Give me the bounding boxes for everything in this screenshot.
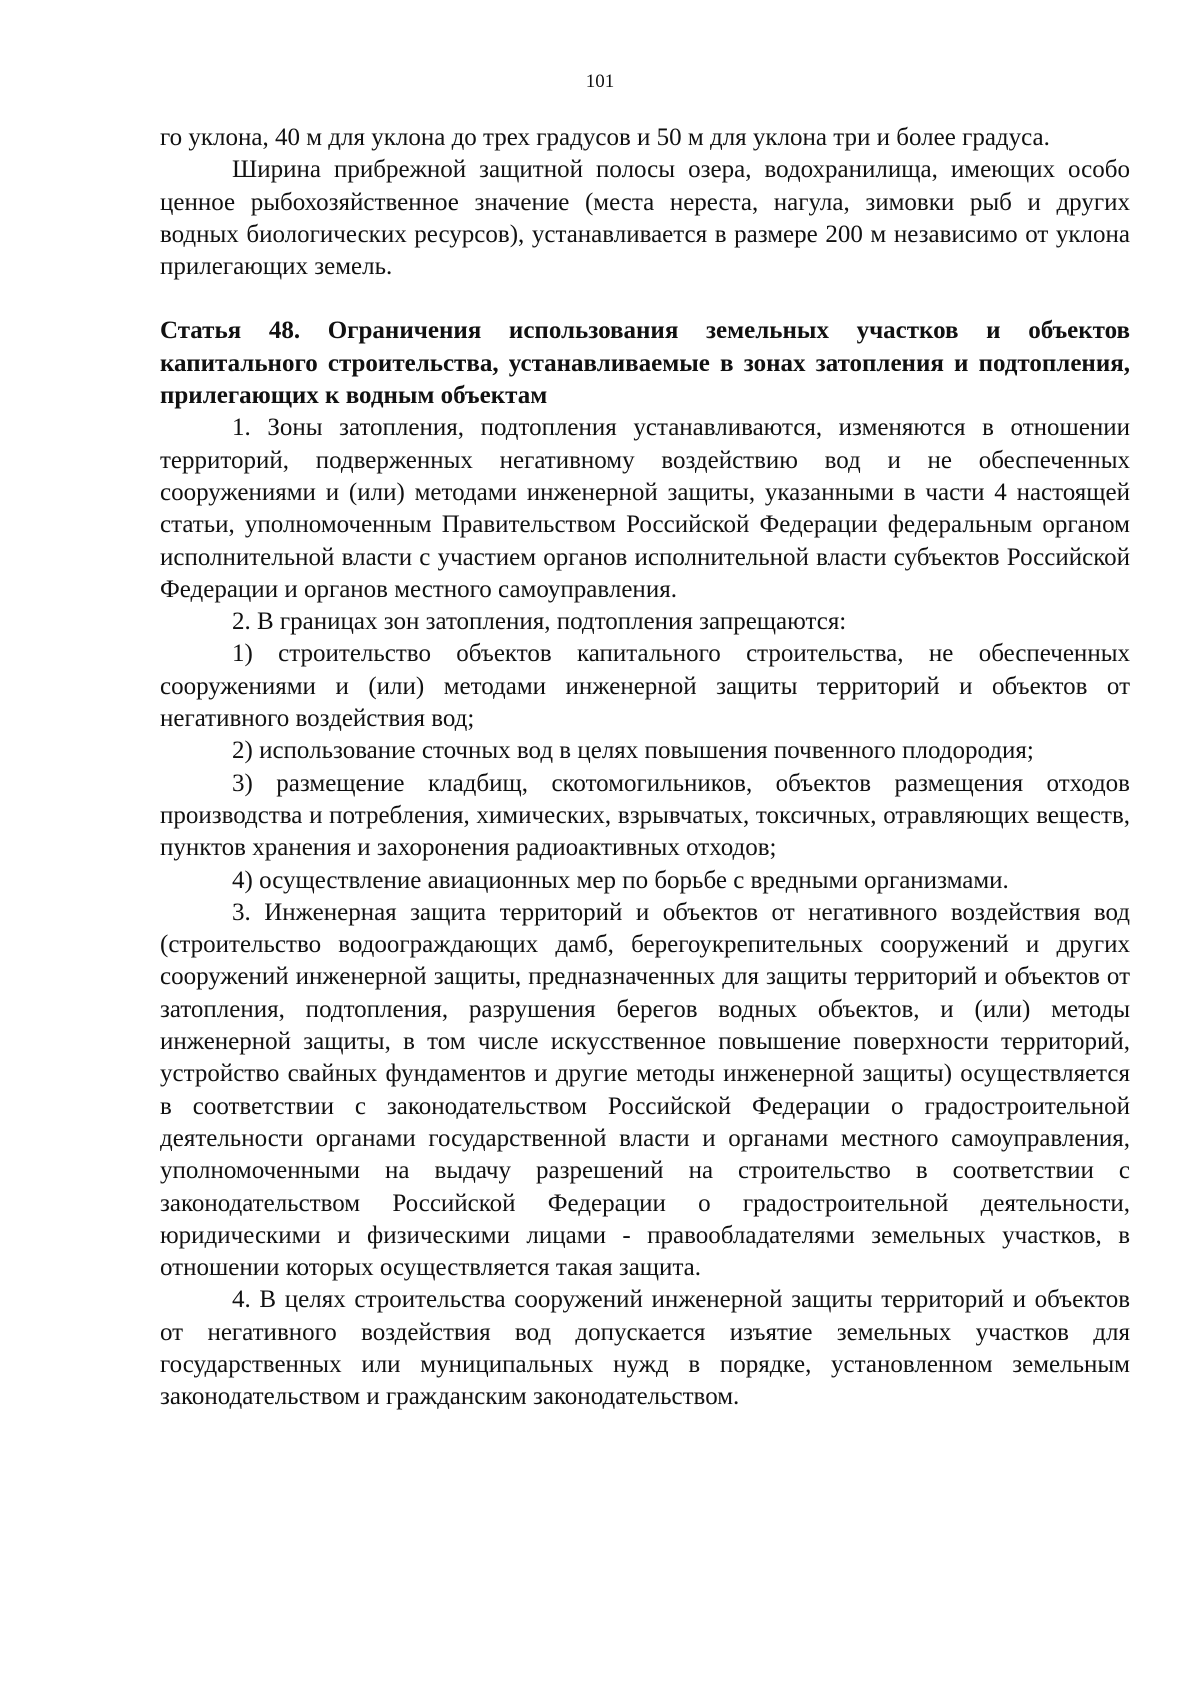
paragraph: 1. Зоны затопления, подтопления устанавливаются, изменяются в отношении территорий, подверженных негативному воздействию вод и не обеспеченных сооружениями и (или) методами инженерной защиты, указанными в части 4 настоящей статьи, уполномоченным Правительством Российской Федерации федеральным органом исполнительной власти с участием органов исполнительной власти субъектов Российской Федерации и органов местного самоуправления. bbox=[160, 414, 1130, 603]
article-body bbox=[160, 412, 1130, 1413]
preceding-text bbox=[160, 122, 1130, 283]
article-heading: Статья 48. Ограничения использования земельных участков и объектов капитального строительства, устанавливаемые в зонах затопления и подтопления, прилегающих к водным объектам bbox=[160, 317, 1130, 410]
page-number: 101 bbox=[585, 71, 615, 92]
paragraph: 3) размещение кладбищ, скотомогильников, объектов размещения отходов производства и потребления, химических, взрывчатых, токсичных, отравляющих веществ, пунктов хранения и захоронения радиоактивных отходов; bbox=[160, 769, 1130, 862]
paragraph: 3. Инженерная защита территорий и объектов от негативного воздействия вод (строительство водоограждающих дамб, берегоукрепительных сооружений и других сооружений инженерной защиты, предназначенных для защиты территорий и объектов от затопления, подтопления, разрушения берегов водных объектов, и (или) методы инженерной защиты, в том числе искусственное повышение поверхности территорий, устройство свайных фундаментов и другие методы инженерной защиты) осуществляется в соответствии с законодательством Российской Федерации о градостроительной деятельности органами государственной власти и органами местного самоуправления, уполномоченными на выдачу разрешений на строительство в соответствии с законодательством Российской Федерации о градостроительной деятельности, юридическими и физическими лицами - правообладателями земельных участков, в отношении которых осуществляется такая защита. bbox=[160, 898, 1130, 1282]
paragraph: го уклона, 40 м для уклона до трех градусов и 50 м для уклона три и более градуса. bbox=[160, 124, 1050, 151]
paragraph: Ширина прибрежной защитной полосы озера, водохранилища, имеющих особо ценное рыбохозяйственное значение (места нереста, нагула, зимовки рыб и других водных биологических ресурсов), устанавливается в размере 200 м независимо от уклона прилегающих земель. bbox=[160, 156, 1130, 281]
paragraph: 4) осуществление авиационных мер по борьбе с вредными организмами. bbox=[232, 866, 1009, 894]
paragraph: 2. В границах зон затопления, подтопления запрещаются: bbox=[232, 608, 847, 636]
page-content bbox=[160, 122, 1130, 1414]
paragraph: 1) строительство объектов капитального строительства, не обеспеченных сооружениями и (или) методами инженерной защиты территорий и объектов от негативного воздействия вод; bbox=[160, 640, 1130, 733]
paragraph: 2) использование сточных вод в целях повышения почвенного плодородия; bbox=[232, 737, 1034, 765]
paragraph: 4. В целях строительства сооружений инженерной защиты территорий и объектов от негативного воздействия вод допускается изъятие земельных участков для государственных или муниципальных нужд в порядке, установленном земельным законодательством и гражданским законодательством. bbox=[160, 1286, 1130, 1411]
